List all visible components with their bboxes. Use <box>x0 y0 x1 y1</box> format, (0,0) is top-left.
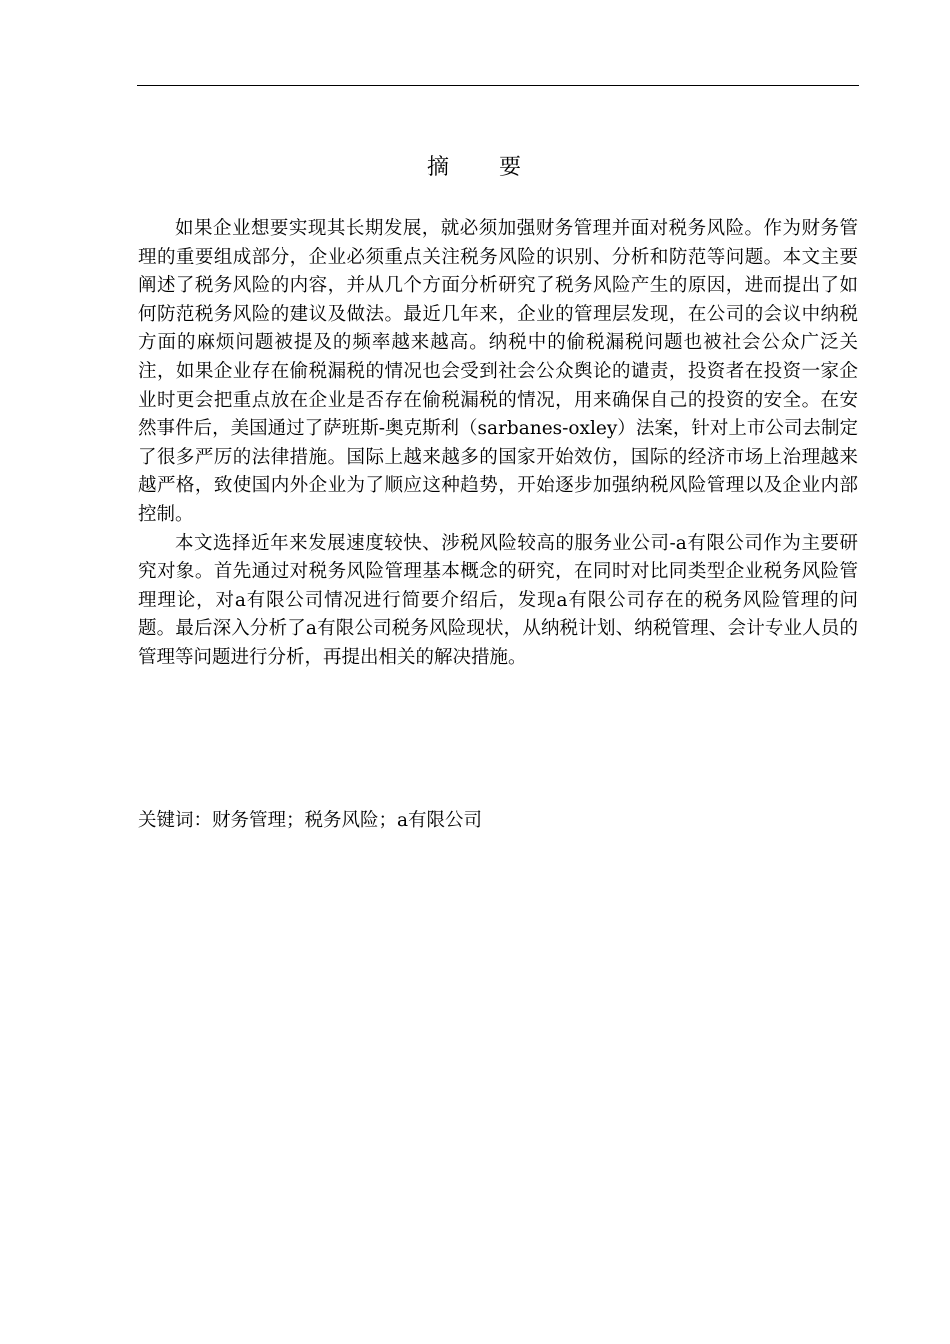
abstract-body <box>138 215 858 673</box>
abstract-paragraph-2: 本文选择近年来发展速度较快、涉税风险较高的服务业公司-a有限公司作为主要研究对象。首先通过对税务风险管理基本概念的研究，在同时对比同类型企业税务风险管理理论，对a有限公司情况进行简要介绍后，发现a有限公司存在的税务风险管理的问题。最后深入分析了a有限公司税务风险现状，从纳税计划、纳税管理、会计专业人员的管理等问题进行分析，再提出相关的解决措施。 <box>138 532 858 668</box>
abstract-paragraph-1: 如果企业想要实现其长期发展，就必须加强财务管理并面对税务风险。作为财务管理的重要组成部分，企业必须重点关注税务风险的识别、分析和防范等问题。本文主要阐述了税务风险的内容，并从几个方面分析研究了税务风险产生的原因，进而提出了如何防范税务风险的建议及做法。最近几年来，企业的管理层发现，在公司的会议中纳税方面的麻烦问题被提及的频率越来越高。纳税中的偷税漏税问题也被社会公众广泛关注，如果企业存在偷税漏税的情况也会受到社会公众舆论的谴责，投资者在投资一家企业时更会把重点放在企业是否存在偷税漏税的情况，用来确保自己的投资的安全。在安然事件后，美国通过了萨班斯-奥克斯利（sarbanes-oxley）法案，针对上市公司去制定了很多严厉的法律措施。国际上越来越多的国家开始效仿，国际的经济市场上治理越来越严格，致使国内外企业为了顺应这种趋势，开始逐步加强纳税风险管理以及企业内部控制。 <box>138 218 858 525</box>
keywords-value: 财务管理；税务风险；a有限公司 <box>212 810 483 831</box>
header-rule <box>137 85 859 86</box>
abstract-title: 摘 要 <box>426 155 523 180</box>
keywords-label: 关键词： <box>138 810 213 831</box>
keywords-line <box>138 806 858 836</box>
